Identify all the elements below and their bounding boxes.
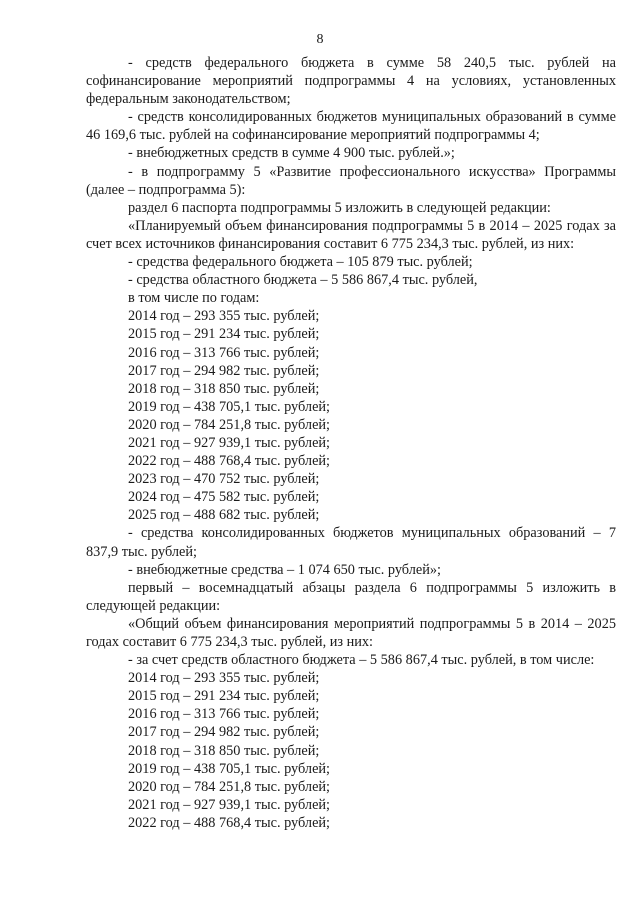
year-funding-line: 2021 год – 927 939,1 тыс. рублей; xyxy=(128,796,331,813)
paragraph: в том числе по годам: xyxy=(128,290,260,307)
paragraph: - средств консолидированных бюджетов муниципальных образований в сумме 46 169,6 тыс. рублей на софинансирование мероприятий подпрограммы 4; xyxy=(86,109,616,144)
year-funding-line: 2025 год – 488 682 тыс. рублей; xyxy=(128,507,320,524)
year-funding-line: 2020 год – 784 251,8 тыс. рублей; xyxy=(128,416,331,433)
paragraph: «Планируемый объем финансирования подпрограммы 5 в 2014 – 2025 годах за счет всех источников финансирования составит 6 775 234,3 тыс. рублей, из них: xyxy=(86,217,616,252)
paragraph: - средства консолидированных бюджетов муниципальных образований – 7 837,9 тыс. рублей; xyxy=(86,525,616,560)
paragraph: - средства областного бюджета – 5 586 867,4 тыс. рублей, xyxy=(128,272,478,289)
page-number: 8 xyxy=(316,32,324,47)
document-body xyxy=(86,54,616,832)
paragraph: раздел 6 паспорта подпрограммы 5 изложить в следующей редакции: xyxy=(128,199,551,216)
paragraph: первый – восемнадцатый абзацы раздела 6 подпрограммы 5 изложить в следующей редакции: xyxy=(86,579,616,614)
paragraph: - внебюджетных средств в сумме 4 900 тыс. рублей.»; xyxy=(128,145,455,162)
year-funding-line: 2017 год – 294 982 тыс. рублей; xyxy=(128,724,320,741)
paragraph: - внебюджетные средства – 1 074 650 тыс. рублей»; xyxy=(128,561,441,578)
paragraph: - средств федерального бюджета в сумме 58 240,5 тыс. рублей на софинансирование мероприятий подпрограммы 4 на условиях, установленных федеральным законодательством; xyxy=(86,55,616,108)
year-funding-line: 2019 год – 438 705,1 тыс. рублей; xyxy=(128,398,331,415)
year-funding-line: 2022 год – 488 768,4 тыс. рублей; xyxy=(128,814,331,831)
year-funding-line: 2018 год – 318 850 тыс. рублей; xyxy=(128,380,320,397)
year-funding-line: 2020 год – 784 251,8 тыс. рублей; xyxy=(128,778,331,795)
year-funding-line: 2014 год – 293 355 тыс. рублей; xyxy=(128,308,320,325)
year-funding-line: 2016 год – 313 766 тыс. рублей; xyxy=(128,706,320,723)
year-funding-line: 2023 год – 470 752 тыс. рублей; xyxy=(128,471,320,488)
year-funding-line: 2016 год – 313 766 тыс. рублей; xyxy=(128,344,320,361)
paragraph: «Общий объем финансирования мероприятий подпрограммы 5 в 2014 – 2025 годах составит 6 775 234,3 тыс. рублей, из них: xyxy=(86,615,616,650)
year-funding-line: 2017 год – 294 982 тыс. рублей; xyxy=(128,362,320,379)
year-funding-line: 2022 год – 488 768,4 тыс. рублей; xyxy=(128,453,331,470)
year-funding-line: 2015 год – 291 234 тыс. рублей; xyxy=(128,688,320,705)
year-funding-line: 2018 год – 318 850 тыс. рублей; xyxy=(128,742,320,759)
year-funding-line: 2021 год – 927 939,1 тыс. рублей; xyxy=(128,434,331,451)
year-funding-line: 2024 год – 475 582 тыс. рублей; xyxy=(128,489,320,506)
paragraph: - за счет средств областного бюджета – 5 586 867,4 тыс. рублей, в том числе: xyxy=(128,652,595,669)
paragraph: - в подпрограмму 5 «Развитие профессионального искусства» Программы (далее – подпрограмма 5): xyxy=(86,163,616,198)
year-funding-line: 2015 год – 291 234 тыс. рублей; xyxy=(128,326,320,343)
paragraph: - средства федерального бюджета – 105 879 тыс. рублей; xyxy=(128,254,473,271)
year-funding-line: 2019 год – 438 705,1 тыс. рублей; xyxy=(128,760,331,777)
year-funding-line: 2014 год – 293 355 тыс. рублей; xyxy=(128,670,320,687)
